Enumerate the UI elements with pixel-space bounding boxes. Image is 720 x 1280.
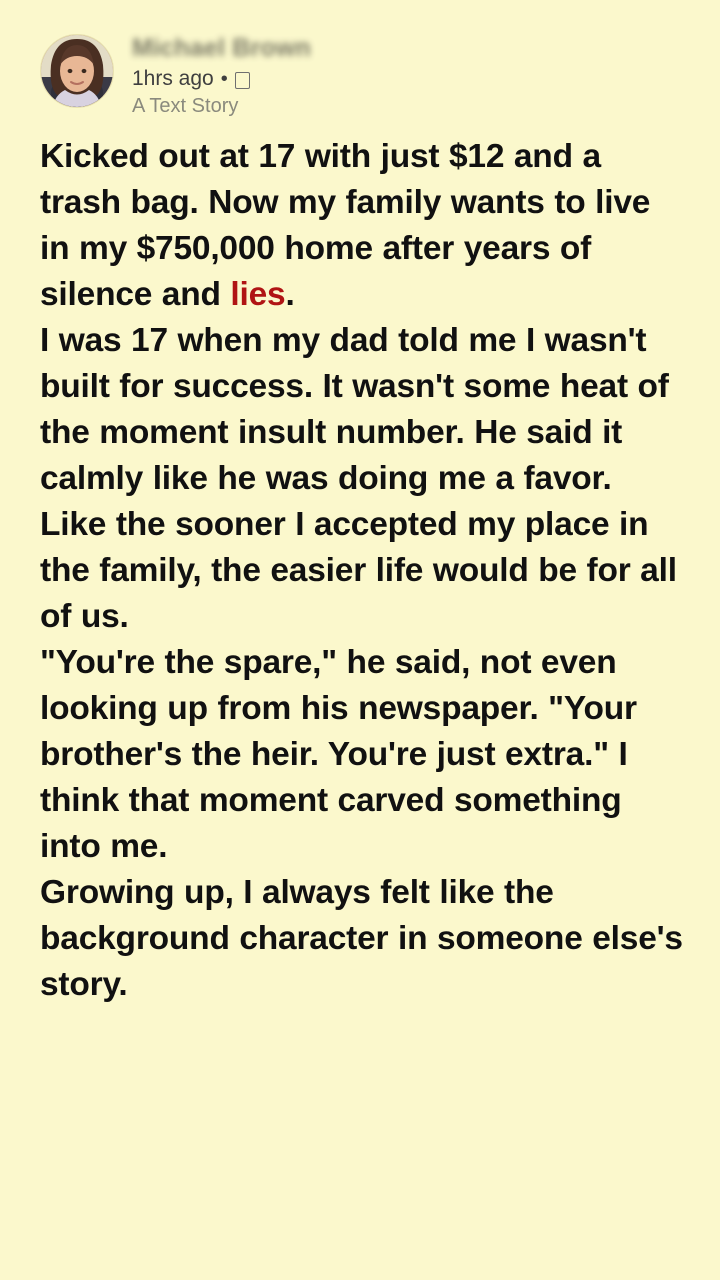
headline-highlight: lies bbox=[230, 276, 286, 313]
post-body bbox=[0, 116, 720, 1008]
story-type-label: A Text Story bbox=[132, 95, 239, 117]
meta-separator: • bbox=[220, 67, 228, 90]
header-text bbox=[132, 34, 311, 116]
user-avatar-photo bbox=[41, 35, 113, 107]
headline-lead: Kicked out at 17 with just $12 and a trash bag. Now my family wants to live in my $750,000 home after years of silence and bbox=[40, 138, 651, 313]
story-headline bbox=[40, 134, 684, 318]
story-paragraph-1: I was 17 when my dad told me I wasn't built for success. It wasn't some heat of the moment insult number. He said it calmly like he was doing me a favor. Like the sooner I accepted my place in the family, the easier life would be for all of us. bbox=[40, 322, 677, 635]
story-paragraph-3: Growing up, I always felt like the background character in someone else's story. bbox=[40, 874, 683, 1003]
post-timestamp: 1hrs ago bbox=[132, 67, 214, 90]
post-meta bbox=[132, 68, 311, 89]
author-name[interactable]: Michael Brown bbox=[132, 34, 312, 62]
globe-icon bbox=[235, 72, 250, 89]
headline-tail: . bbox=[285, 276, 295, 313]
story-paragraph-2: "You're the spare," he said, not even looking up from his newspaper. "Your brother's the heir. You're just extra." I think that moment carved something into me. bbox=[40, 644, 637, 865]
avatar[interactable] bbox=[40, 34, 114, 108]
post-header bbox=[0, 0, 720, 116]
